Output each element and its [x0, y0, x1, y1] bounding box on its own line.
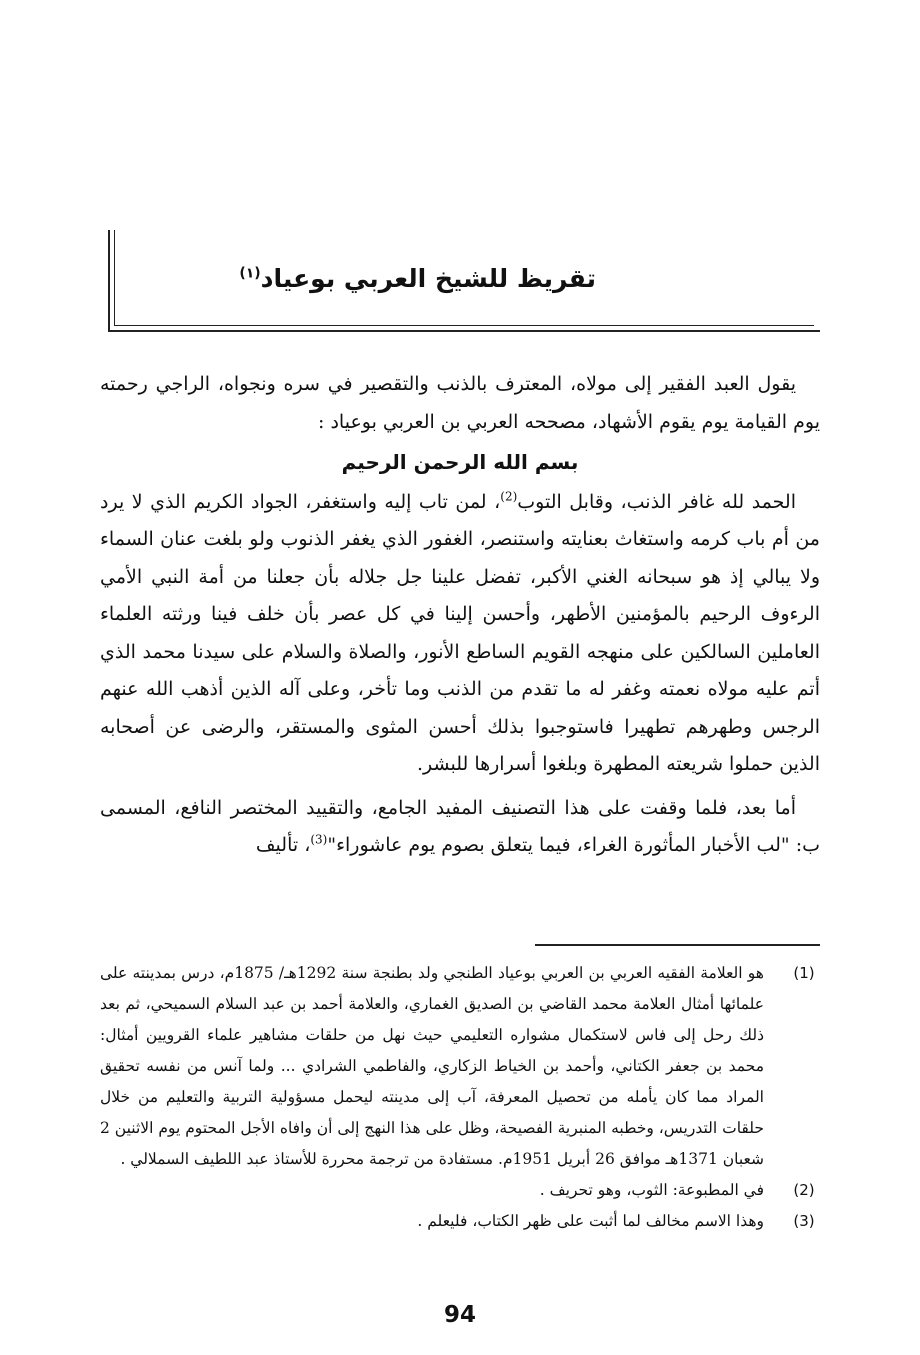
paragraph-amma-baad — [100, 790, 820, 865]
footnote-marker-2: (2) — [500, 489, 518, 504]
paragraph-hamd-start: الحمد لله غافر الذنب، وقابل التوب — [517, 490, 796, 513]
page-title — [239, 264, 596, 293]
paragraph-amma-baad-start: أما بعد، فلما وقفت على هذا التصنيف المفيد الجامع، والتقييد المختصر النافع، المسمى ب: "لب الأخبار المأثورة الغراء، فيما يتعلق بصوم يوم عاشوراء" — [100, 796, 820, 856]
footnote-text: هو العلامة الفقيه العربي بن العربي بوعياد الطنجي ولد بطنجة سنة 1292هـ/ 1875م، درس بمدينته على علمائها أمثال العلامة محمد القاضي بن الصديق الغماري، والعلامة أحمد بن عبد السلام السميحي، ثم بعد ذلك رحل إلى فاس لاستكمال مشواره التعليمي حيث نهل من حلقات مشاهير علماء القرويين أمثال: محمد بن جعفر الكتاني، وأحمد بن الخياط الزكاري، والفاطمي الشرادي ... ولما آنس من نفسه تحقيق المراد مما كان يأمله من تحصيل المعرفة، آب إلى مدينته ليحمل مسؤولية التربية والتعليم من خلال حلقات التدريس، وخطبه المنبرية الفصيحة، وظل على هذا النهج إلى أن وافاه الأجل المحتوم يوم الاثنين 2 شعبان 1371هـ موافق 26 أبريل 1951م. مستفادة من ترجمة محررة للأستاذ عبد اللطيف السملالي . — [100, 964, 764, 1168]
frame-bottom-outer-line — [108, 330, 820, 332]
footnote-number: (1) — [793, 964, 815, 982]
footnote-1 — [100, 958, 822, 1175]
footnote-text: وهذا الاسم مخالف لما أثبت على ظهر الكتاب، فليعلم . — [417, 1212, 764, 1230]
basmala: بسم الله الرحمن الرحيم — [341, 450, 579, 474]
paragraph-amma-baad-end: ، تأليف — [255, 834, 311, 856]
footnote-3 — [100, 1206, 822, 1237]
title-footnote-marker: (١) — [239, 265, 261, 282]
paragraph-hamd — [100, 484, 820, 784]
frame-left-inner-line — [114, 230, 115, 326]
footnote-separator — [535, 944, 820, 946]
footnote-number: (2) — [793, 1181, 815, 1199]
intro-paragraph: يقول العبد الفقير إلى مولاه، المعترف بالذنب والتقصير في سره ونجواه، الراجي رحمته يوم القيامة يوم يقوم الأشهاد، مصححه العربي بن العربي بوعياد : — [100, 373, 820, 433]
footnote-2 — [100, 1175, 822, 1206]
frame-left-outer-line — [108, 230, 110, 330]
body-text — [100, 366, 820, 865]
paragraph-hamd-rest: ، لمن تاب إليه واستغفر، الجواد الكريم الذي لا يرد من أم باب كرمه واستغاث بعنايته واستنصر، الغفور الذي يغفر الذنوب ولو بلغت عنان السماء ولا يبالي إذ هو سبحانه الغني الأكبر، تفضل علينا جل جلاله بأن جعلنا من أمة النبي الأمي الرءوف الرحيم بالمؤمنين الأطهر، وأحسن إلينا في كل عصر بأن خلف فينا ورثته العلماء العاملين السالكين على منهجه القويم الساطع الأنور، والصلاة والسلام على سيدنا محمد الذي أتم عليه مولاه نعمته وغفر له ما تقدم من الذنب وما تأخر، وعلى آله الذين أذهب الله عنهم الرجس وطهرهم تطهيرا فاستوجبوا بذلك أحسن المثوى والمستقر، والرضى عن أصحابه الذين حملوا شريعته المطهرة وبلغوا أسرارها للبشر. — [100, 490, 820, 775]
footnote-text: في المطبوعة: الثوب، وهو تحريف . — [539, 1181, 764, 1199]
footnote-marker-3: (3) — [310, 832, 328, 847]
title-frame — [108, 228, 820, 332]
title-text: تقريظ للشيخ العربي بوعياد — [260, 264, 596, 293]
page-number: 94 — [443, 1302, 476, 1328]
footnotes — [100, 958, 822, 1237]
frame-bottom-inner-line — [114, 325, 814, 326]
footnote-number: (3) — [793, 1212, 815, 1230]
